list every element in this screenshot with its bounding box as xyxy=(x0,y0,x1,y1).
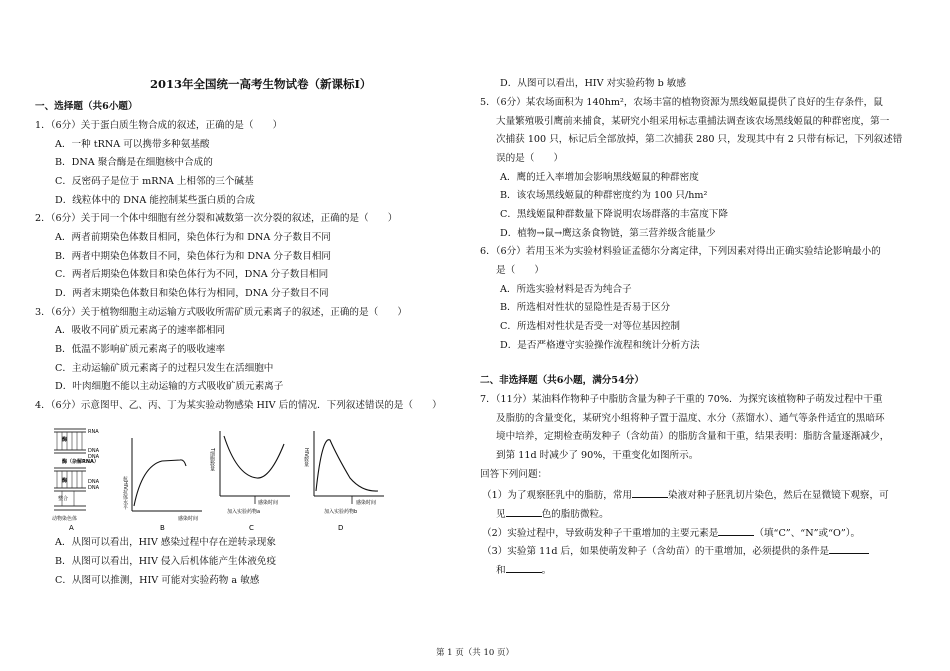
q4-option-c: C．从图可以推测，HIV 可能对实验药物 a 敏感 xyxy=(55,575,260,586)
section-choice-heading: 一、选择题（共6小题） xyxy=(35,101,138,112)
figure-label-b: B xyxy=(160,524,165,532)
q7-sub1-text-c: 见 xyxy=(496,509,506,520)
q2-option-b: B．两者中期染色体数目不同，染色体行为和 DNA 分子数目相同 xyxy=(55,251,332,262)
axis-d-xlabel: 感染时间 xyxy=(356,500,377,506)
q7-sub1-text-d: 色的脂肪微粒。 xyxy=(541,509,609,520)
q7-answer-prompt: 回答下列问题： xyxy=(480,469,548,480)
q2-stem: 2．（6分）关于同一个体中细胞有丝分裂和减数第一次分裂的叙述，正确的是（ ） xyxy=(35,213,398,224)
q6-line-2: 是（ ） xyxy=(496,265,544,276)
figure-label-a: A xyxy=(69,524,74,532)
q5-option-c: C．黑线姬鼠种群数量下降说明农场群落的丰富度下降 xyxy=(500,209,728,220)
q7-blank-condition-2[interactable] xyxy=(506,562,542,573)
q7-line-4: 到第 11d 时减少了 90%，干重变化如图所示。 xyxy=(496,450,699,461)
label-enzyme-2: 酶（杂解RNA） xyxy=(62,459,99,465)
page-footer: 第 1 页（共 10 页） xyxy=(435,648,515,658)
q1-option-d: D．线粒体中的 DNA 能控制某些蛋白质的合成 xyxy=(55,195,255,206)
axis-b-xlabel: 感染时间 xyxy=(178,516,199,522)
q5-option-a: A．鹰的迁入率增加会影响黑线姬鼠的种群密度 xyxy=(500,172,699,183)
q4-figure xyxy=(52,426,432,532)
q7-blank-stain[interactable] xyxy=(632,487,668,498)
q7-line-2: 及脂肪的含量变化，某研究小组将种子置于温度、水分（蒸馏水）、通气等条件适宜的黑暗环 xyxy=(496,413,885,424)
q6-line-1: 6．（6分）若用玉米为实验材料验证孟德尔分离定律，下列因素对得出正确实验结论影响最小的 xyxy=(480,246,881,257)
q5-option-b: B．该农场黑线姬鼠的种群密度约为 100 只/hm² xyxy=(500,190,708,201)
q7-sub1-text-b: 染液对种子胚乳切片染色，然后在显微镜下观察，可 xyxy=(668,490,889,501)
q1-option-b: B．DNA 聚合酶是在细胞核中合成的 xyxy=(55,157,213,168)
q7-sub3-line2 xyxy=(496,562,551,577)
label-chromosome: 动物染色体 xyxy=(52,516,78,522)
axis-c-ylabel: T细胞数量 xyxy=(209,448,215,472)
q6-option-c: C．所选相对性状是否受一对等位基因控制 xyxy=(500,321,681,332)
label-dna-3: DNA xyxy=(88,479,100,485)
q1-option-c: C．反密码子是位于 mRNA 上相邻的三个碱基 xyxy=(55,176,254,187)
q7-blank-condition-1[interactable] xyxy=(829,543,869,554)
q2-option-c: C．两者后期染色体数目和染色体行为不同，DNA 分子数目相同 xyxy=(55,269,329,280)
q3-stem: 3．（6分）关于植物细胞主动运输方式吸收所需矿质元素离子的叙述，正确的是（ ） xyxy=(35,307,407,318)
q3-option-b: B．低温不影响矿质元素离子的吸收速率 xyxy=(55,344,226,355)
q6-option-b: B．所选相对性状的显隐性是否易于区分 xyxy=(500,302,671,313)
axis-c-xlabel: 感染时间 xyxy=(258,500,279,506)
curve-d xyxy=(316,440,378,491)
figure-panel-c xyxy=(209,431,290,515)
section-nonchoice-heading: 二、非选择题（共6小题，满分54分） xyxy=(480,375,644,386)
curve-b xyxy=(134,460,186,506)
q5-option-d: D．植物→鼠→鹰这条食物链，第三营养级含能量少 xyxy=(500,228,716,239)
q1-option-a: A．一种 tRNA 可以携带多种氨基酸 xyxy=(55,139,210,150)
label-dna-1: DNA xyxy=(88,448,100,454)
q4-option-a: A．从图可以看出，HIV 感染过程中存在逆转录现象 xyxy=(55,537,276,548)
q7-sub2-line xyxy=(482,525,860,540)
q7-blank-color[interactable] xyxy=(506,506,542,517)
q7-sub3-text-c: 。 xyxy=(541,565,552,576)
figure-panel-a xyxy=(52,429,100,522)
q5-line-1: 5．（6分）某农场面积为 140hm²，农场丰富的植物资源为黑线姬鼠提供了良好的生存条件，鼠 xyxy=(480,97,883,108)
q7-sub1-text-a: （1）为了观察胚乳中的脂肪，常用 xyxy=(482,490,633,501)
label-dna-4: DNA xyxy=(88,485,100,491)
q4-stem: 4．（6分）示意图甲、乙、丙、丁为某实验动物感染 HIV 后的情况．下列叙述错误的是（ ） xyxy=(35,400,442,411)
figure-label-d: D xyxy=(338,524,344,532)
q7-line-3: 境中培养，定期检查萌发种子（含幼苗）的脂肪含量和干重，结果表明：脂肪含量逐渐减少， xyxy=(496,431,890,442)
q7-sub2-text-b: （填“C”、“N”或“O”）。 xyxy=(754,528,861,539)
q7-sub3-text-a: （3）实验第 11d 后，如果使萌发种子（含幼苗）的干重增加，必须提供的条件是 xyxy=(482,546,830,557)
label-integrate: 整合 xyxy=(58,496,69,502)
q5-line-4: 误的是（ ） xyxy=(496,153,564,164)
curve-c xyxy=(224,436,284,478)
q3-option-c: C．主动运输矿质元素离子的过程只发生在活细胞中 xyxy=(55,363,274,374)
axis-b-ylabel: 抗HIV抗体水平 xyxy=(122,476,128,510)
q3-option-d: D．叶肉细胞不能以主动运输的方式吸收矿质元素离子 xyxy=(55,381,284,392)
q2-option-a: A．两者前期染色体数目相同，染色体行为和 DNA 分子数目不同 xyxy=(55,232,331,243)
q6-option-a: A．所选实验材料是否为纯合子 xyxy=(500,284,632,295)
figure-panel-b xyxy=(122,438,202,522)
q4-option-b: B．从图可以看出，HIV 侵入后机体能产生体液免疫 xyxy=(55,556,277,567)
axis-d-drug: 加入实验药物b xyxy=(324,509,358,515)
figure-label-c: C xyxy=(249,524,254,532)
label-dna-2: DNA xyxy=(88,454,100,460)
q6-option-d: D．是否严格遵守实验操作流程和统计分析方法 xyxy=(500,340,700,351)
q4-option-d: D．从图可以看出，HIV 对实验药物 b 敏感 xyxy=(500,78,686,89)
q5-line-3: 次捕获 100 只，标记后全部放掉，第二次捕获 280 只，发现其中有 2 只带有标记，下列叙述错 xyxy=(496,134,903,145)
q2-option-d: D．两者末期染色体数目和染色体行为相同，DNA 分子数目不同 xyxy=(55,288,329,299)
paper-title: 2013年全国统一高考生物试卷（新课标Ⅰ） xyxy=(150,77,372,91)
q1-stem: 1．（6分）关于蛋白质生物合成的叙述，正确的是（ ） xyxy=(35,120,283,131)
label-rna: RNA xyxy=(88,429,99,435)
axis-d-ylabel: HIV数量 xyxy=(303,448,309,467)
axis-c-drug: 加入实验药物a xyxy=(227,509,261,515)
label-enzyme-3: 酶 xyxy=(62,478,68,484)
figure-panel-d xyxy=(303,431,384,515)
q5-line-2: 大量繁殖吸引鹰前来捕食，某研究小组采用标志重捕法调查该农场黑线姬鼠的种群密度，第一 xyxy=(496,116,890,127)
label-enzyme-1: 酶 xyxy=(62,437,68,443)
q7-sub1-line1 xyxy=(482,487,889,502)
q3-option-a: A．吸收不同矿质元素离子的速率都相同 xyxy=(55,325,226,336)
q7-sub3-line1 xyxy=(482,543,869,558)
q7-blank-element[interactable] xyxy=(718,525,754,536)
q7-sub3-text-b: 和 xyxy=(496,565,506,576)
q7-sub2-text-a: （2）实验过程中，导致萌发种子干重增加的主要元素是 xyxy=(482,528,719,539)
q7-sub1-line2 xyxy=(496,506,609,521)
q7-line-1: 7．（11分）某油料作物种子中脂肪含量为种子干重的 70%．为探究该植物种子萌发过程中干重 xyxy=(480,394,883,405)
